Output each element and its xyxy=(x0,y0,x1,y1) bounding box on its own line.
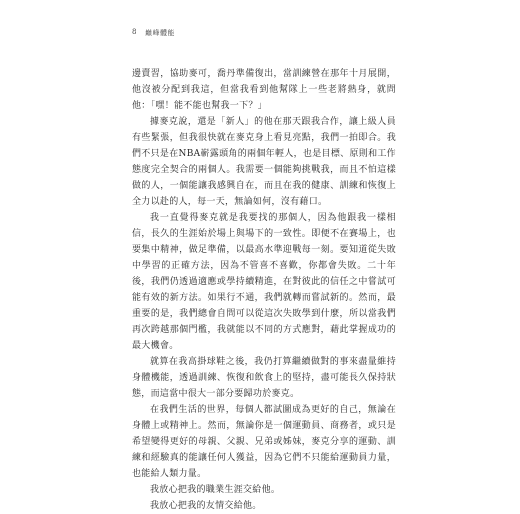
paragraph: 邊賣習，協助麥可，喬丹準備復出，當訓練營在那年十月展開，他沒被分配到我這，但當我看到他幫隊上一些老將熱身，就問他：「嘿！能不能也幫我一下？」 xyxy=(132,69,396,111)
page-number: 8 xyxy=(132,28,137,36)
paragraph: 我一直覺得麥克就是我要找的那個人，因為他跟我一樣相信，長久的生涯始於場上與場下的一致性。即便不在賽場上，也要集中精神，做足準備，以最高水準迎戰每一刻。要知道從失敗中學習的正確方法，因為不管喜不喜歡，你都會失敗。二十年後，我們仍透過適應或學持續精進，在對彼此的信任之中嘗試可能有效的新方法。如果行不通，我們就轉而嘗試新的。然而，最重要的是，我們總會自問可以從這次失敗學到什麼，所以當我們再次跨越那個門檻，我就能以不同的方式應對，藉此掌握成功的最大機會。 xyxy=(132,213,396,351)
paragraph: 在我們生活的世界，每個人都試圖成為更好的自己，無論在身體上或精神上。然而，無論你是一個運動員、商務者，或只是希望變得更好的母親、父親、兄弟或姊妹，麥克分享的運動、訓練和經驗真的能讓任何人獲益，因為它們不只能給運動員力量，也能給人類力量。 xyxy=(132,405,396,479)
paragraph: 我放心把我的友情交給他。 xyxy=(150,501,262,511)
paragraph: 我放心把我的職業生涯交給他。 xyxy=(150,485,281,495)
paragraph: 據麥克說，還是「新人」的他在那天跟我合作，讓上級人員有些緊張，但我很快就在麥克身上看見亮點，我們一拍即合。我們不只是在NBA嶄露頭角的兩個年輕人，也是目標、原則和工作態度完全契合的兩個人。我需要一個能夠挑戰我，而且不怕這樣做的人，一個能讓我感興自在，而且在我的健康、訓練和恢復上全力以赴的人，每一天，無論如何，沒有藉口。 xyxy=(132,117,396,207)
running-header xyxy=(132,28,175,38)
paragraph: 就算在我高掛球鞋之後，我仍打算繼續做對的事來盡量維持身體機能，透過訓練、恢復和飲食上的堅持，盡可能長久保持狀態，而這當中很大一部分要歸功於麥克。 xyxy=(132,357,396,399)
running-title: 巔峰體能 xyxy=(144,29,175,37)
body-text xyxy=(132,66,396,514)
